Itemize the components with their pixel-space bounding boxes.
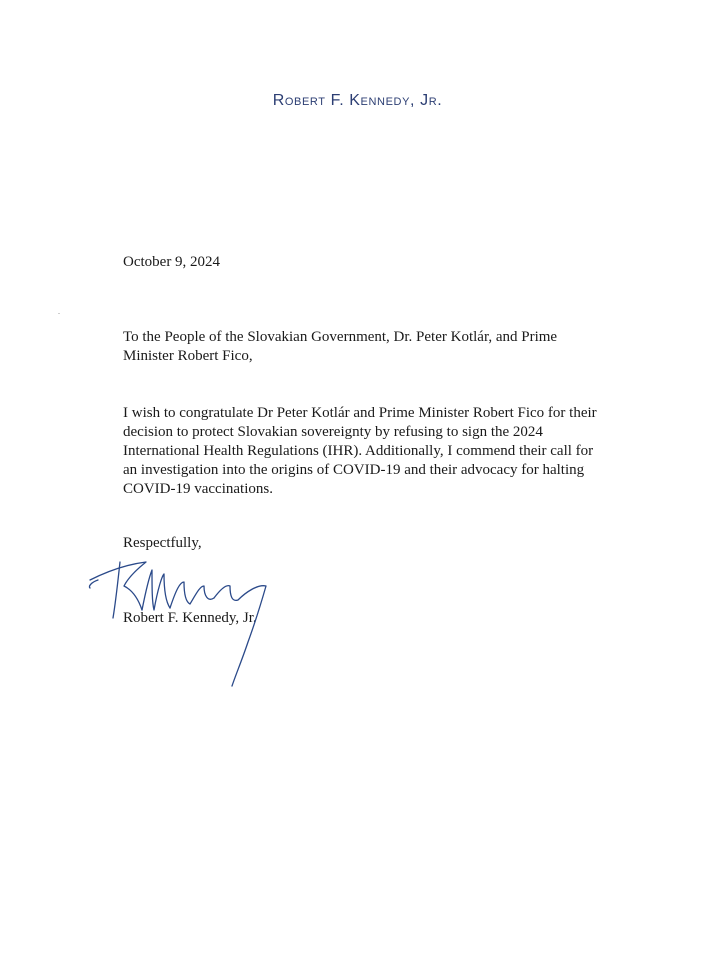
letter-closing: Respectfully, bbox=[123, 535, 202, 551]
letter-date: October 9, 2024 bbox=[123, 254, 221, 270]
letter-salutation: To the People of the Slovakian Government, Dr. Peter Kotlár, and Prime Minister Robert Fico, bbox=[123, 329, 558, 364]
letterhead-name: Robert F. Kennedy, Jr. bbox=[272, 92, 443, 109]
letter-body: I wish to congratulate Dr Peter Kotlár and Prime Minister Robert Fico for their decision to protect Slovakian sovereignty by refusing to sign the 2024 International Health Regulations (IHR). Additionally, I commend their call for an investigation into the origins of COVID-19 and their advocacy for halting COVID-19 vaccinations. bbox=[123, 405, 597, 497]
paper-speck bbox=[58, 313, 60, 314]
signer-name: Robert F. Kennedy, Jr. bbox=[123, 610, 257, 626]
handwritten-signature bbox=[80, 540, 280, 690]
